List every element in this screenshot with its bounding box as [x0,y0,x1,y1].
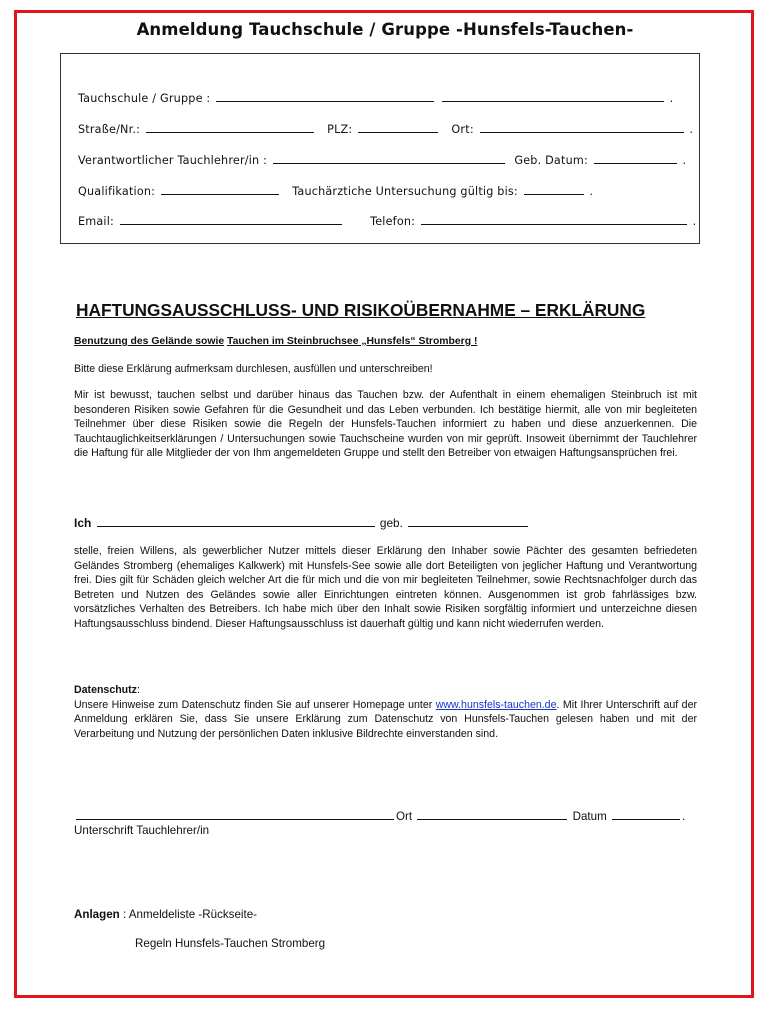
name-field[interactable] [97,515,375,527]
form-row-school: Tauchschule / Gruppe : . [78,92,674,105]
homepage-link[interactable]: www.hunsfels-tauchen.de [435,698,557,711]
phone-field[interactable] [421,213,687,225]
geb-label: geb. [379,516,403,530]
privacy-section: Datenschutz: Unsere Hinweise zum Datenschutz finden Sie auf unserer Homepage unter www.hunsfels-tauchen.de. Mit Ihrer Unterschrift auf der Anmeldung erklären Sie, dass Sie unsere Erklärung zum Datenschutz von Hunsfels-Tauchen gelesen haben und mit der Verarbeitung und Nutzung der persönlichen Daten inklusive Bildrechte einverstanden sind. [74,684,697,740]
attachments-label: Anlagen [74,908,120,921]
qualification-label: Qualifikation: [78,185,156,198]
intro-text: Bitte diese Erklärung aufmerksam durchlesen, ausfüllen und unterschreiben! [74,363,433,375]
form-row-instructor: Verantwortlicher Tauchlehrer/in : Geb. Datum: . [78,154,687,167]
sig-ort-label: Ort [396,810,413,823]
privacy-label: Datenschutz [74,684,137,696]
signature-field[interactable] [76,808,394,820]
liability-paragraph-2: stelle, freien Willens, als gewerblicher Nutzer mittels dieser Erklärung den Inhaber sowie Pächter des gesamten befriedeten Geländes Stromberg (ehemaliges Kalkwerk) mit Hunsfels-See sowie alle dort Beteiligten von jeglicher Haftung und Verantwortung frei. Dies gilt für Schäden gleich welcher Art die für mich und die von mir begleiteten Teilnehmer, sowie Rechtsnachfolger durch das Betreten und Nutzen des Geländes sowie aller Einrichtungen eintreten können. Ausgenommen ist grob fahrlässiges bzw. vorsätzliches Verhalten des Betreibers. Ich habe mich über den Inhalt sowie Risiken sorgfältig informiert und unterzeichne diesen Haftungsausschluss bindend. Dieser Haftungsausschluss ist dauerhaft gültig und kann nicht wiederrufen werden. [74,545,697,630]
ort-label: Ort: [451,123,474,136]
sig-datum-label: Datum [572,810,607,823]
sig-date-field[interactable] [612,808,680,820]
attachment-item-1: : Anmeldeliste -Rückseite- [122,908,258,921]
school-label: Tauchschule / Gruppe : [78,92,211,105]
subheading-part-2: Tauchen im Steinbruchsee „Hunsfels“ Stromberg ! [227,336,478,347]
phone-label: Telefon: [370,215,416,228]
liability-paragraph-1: Mir ist bewusst, tauchen selbst und darüber hinaus das Tauchen bzw. der Aufenthalt in einem ehemaligen Steinbruch ist mit besonderen Risiken sowie Gefahren für die Gesundheit und das Leben verbunden. Ich bestätige hiermit, alle von mir begleiteten Teilnehmer über diese Risiken sowie die Regeln der Hunsfels-Tauchen informiert zu haben und diese anzuerkennen. Die Tauchtauglichkeitserklärungen / Untersuchungen sowie Tauchscheine wurden von mir geprüft. Insoweit übernimmt der Tauchlehrer die Haftung für alle Mitglieder der von Ihm angemeldeten Gruppe und stellt den Betreiber von etwaigen Haftungsansprüchen frei. [74,389,697,460]
street-label: Straße/Nr.: [78,123,141,136]
privacy-text-2: . Mit Ihrer Unterschrift auf der Anmeldung erklären Sie, dass Sie unsere Erklärung zum Datenschutz von Hunsfels-Tauchen gelesen haben und mit der Verarbeitung und Nutzung der persönlichen Daten inklusive Bildrechte einverstanden sind. [74,698,697,740]
dob-label: Geb. Datum: [514,154,588,167]
street-field[interactable] [146,121,314,133]
birthdate-field[interactable] [408,515,528,527]
signature-caption: Unterschrift Tauchlehrer/in [74,824,210,837]
section-heading: HAFTUNGSAUSSCHLUSS- UND RISIKOÜBERNAHME – ERKLÄRUNG [76,300,646,320]
subheading-part-1: Benutzung des Gelände sowie [74,336,225,347]
privacy-text-1: Unsere Hinweise zum Datenschutz finden Sie auf unserer Homepage unter [74,698,433,711]
dob-field[interactable] [594,152,677,164]
plz-field[interactable] [358,121,438,133]
email-label: Email: [78,215,115,228]
instructor-field[interactable] [273,152,505,164]
subheading [74,336,477,347]
ort-field[interactable] [480,121,684,133]
ich-label: Ich [74,516,92,530]
form-row-qualification: Qualifikation: Tauchärztiche Untersuchung gültig bis: . [78,185,594,198]
attachments [74,908,257,921]
school-field-2[interactable] [442,90,664,102]
email-field[interactable] [120,213,342,225]
medical-date-field[interactable] [524,183,584,195]
signature-line: Ort Datum . [74,808,685,823]
sig-ort-field[interactable] [417,808,567,820]
form-row-address: Straße/Nr.: PLZ: Ort: . [78,123,694,136]
instructor-label: Verantwortlicher Tauchlehrer/in : [78,154,268,167]
form-row-contact: Email: Telefon: . [78,215,697,228]
plz-label: PLZ: [327,123,353,136]
school-field[interactable] [216,90,434,102]
name-line [74,515,530,530]
qualification-field[interactable] [161,183,279,195]
attachment-item-2: Regeln Hunsfels-Tauchen Stromberg [135,937,326,950]
medical-label: Tauchärztiche Untersuchung gültig bis: [292,185,518,198]
page-title: Anmeldung Tauchschule / Gruppe -Hunsfels-Tauchen- [136,20,634,39]
